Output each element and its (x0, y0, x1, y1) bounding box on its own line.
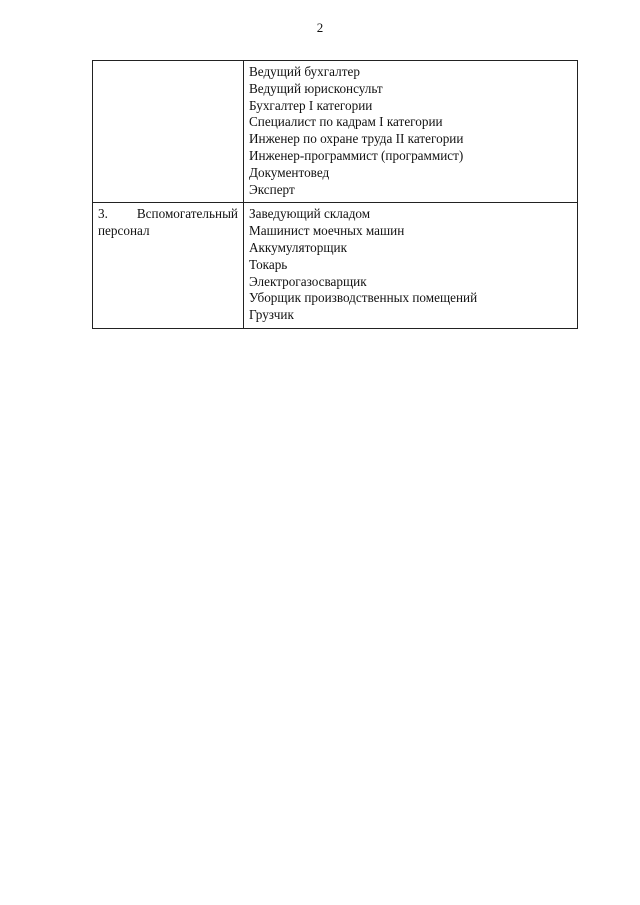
position-item: Инженер по охране труда II категории (249, 131, 464, 147)
position-item: Машинист моечных машин (249, 223, 405, 239)
position-item: Документовед (249, 164, 330, 180)
position-item: Электрогазосварщик (249, 273, 367, 289)
category-cell (93, 61, 244, 203)
staff-table (92, 60, 578, 329)
table-row (93, 203, 578, 329)
position-list (249, 64, 572, 198)
position-item: Эксперт (249, 181, 295, 197)
category-number: 3. (98, 206, 108, 222)
position-item: Ведущий бухгалтер (249, 64, 360, 79)
position-item: Аккумуляторщик (249, 239, 347, 255)
position-item: Ведущий юрисконсульт (249, 80, 383, 96)
table-body (93, 61, 578, 329)
position-item: Инженер-программист (программист) (249, 147, 464, 163)
position-list (249, 206, 572, 324)
positions-cell (244, 61, 578, 203)
position-item: Токарь (249, 256, 288, 272)
position-item: Специалист по кадрам I категории (249, 114, 443, 130)
category-cell (93, 203, 244, 329)
category-title: Вспомогательный (136, 206, 238, 222)
position-item: Грузчик (249, 307, 294, 323)
position-item: Уборщик производственных помещений (249, 290, 478, 306)
table-row (93, 61, 578, 203)
positions-cell (244, 203, 578, 329)
category-title-continued: персонал (98, 223, 150, 239)
page-number: 2 (316, 20, 324, 35)
position-item: Бухгалтер I категории (249, 97, 373, 113)
category-heading (98, 206, 238, 223)
position-item: Заведующий складом (249, 206, 371, 222)
